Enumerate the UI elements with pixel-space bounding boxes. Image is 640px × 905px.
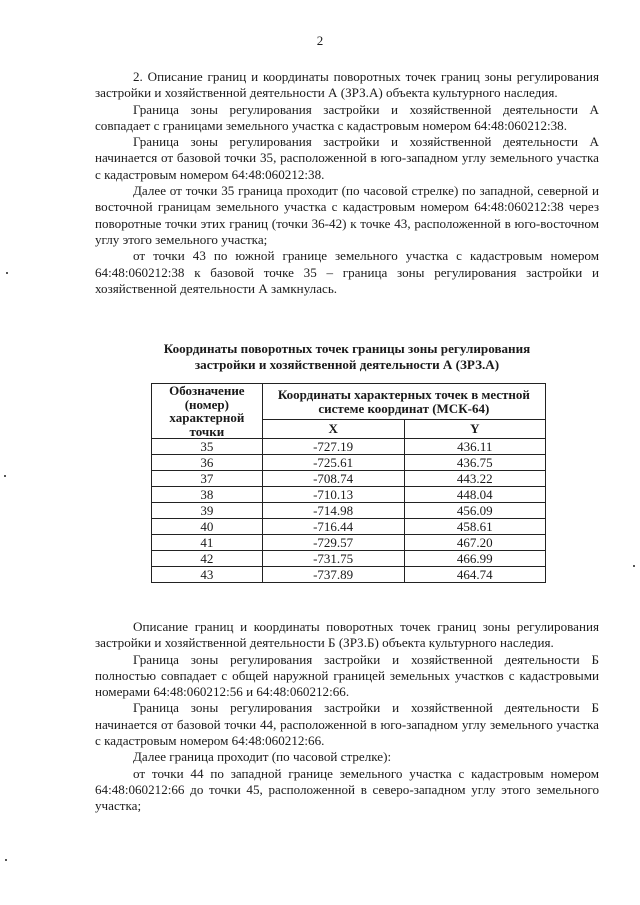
cell-y: 464.74 — [404, 567, 545, 583]
table-row — [152, 455, 546, 471]
cell-y: 436.11 — [404, 439, 545, 455]
cell-y: 466.99 — [404, 551, 545, 567]
table-row — [152, 567, 546, 583]
table-row — [152, 503, 546, 519]
paragraph: от точки 44 по западной границе земельного участка с кадастровым номером 64:48:060212:66 до точки 45, расположенной в северо-западном углу этого земельного участка; — [95, 765, 599, 814]
paragraph: Граница зоны регулирования застройки и хозяйственной деятельности Б начинается от базовой точки 44, расположенной в юго-западном углу земельного участка с кадастровым номером 64:48:060212:66. — [95, 700, 599, 749]
cell-point: 35 — [152, 439, 263, 455]
paragraph: Граница зоны регулирования застройки и хозяйственной деятельности Б полностью совпадает с общей наружной границей земельных участков с кадастровыми номерами 64:48:060212:56 и 64:48:060212:66. — [95, 651, 599, 700]
paragraph: 2. Описание границ и координаты поворотных точек границ зоны регулирования застройки и хозяйственной деятельности А (ЗРЗ.А) объекта культурного наследия. — [95, 69, 599, 101]
table-row — [152, 519, 546, 535]
cell-x: -708.74 — [262, 471, 404, 487]
table-title-line: Координаты поворотных точек границы зоны регулирования — [163, 341, 531, 356]
paragraph: от точки 43 по южной границе земельного участка с кадастровым номером 64:48:060212:38 к базовой точке 35 – граница зоны регулирования застройки и хозяйственной деятельности А замкнулась. — [95, 248, 599, 296]
section-a-text — [95, 69, 599, 297]
table-title-line: застройки и хозяйственной деятельности А (ЗРЗ.А) — [194, 356, 500, 372]
cell-y: 467.20 — [404, 535, 545, 551]
cell-x: -725.61 — [262, 455, 404, 471]
cell-point: 41 — [152, 535, 263, 551]
scan-speck — [5, 859, 7, 861]
cell-x: -729.57 — [262, 535, 404, 551]
paragraph: Описание границ и координаты поворотных точек границ зоны регулирования застройки и хозяйственной деятельности Б (ЗРЗ.Б) объекта культурного наследия. — [95, 619, 599, 651]
table-row — [152, 487, 546, 503]
cell-x: -716.44 — [262, 519, 404, 535]
header-y: Y — [404, 420, 545, 439]
cell-point: 39 — [152, 503, 263, 519]
cell-x: -731.75 — [262, 551, 404, 567]
cell-y: 443.22 — [404, 471, 545, 487]
section-b-text — [95, 619, 599, 815]
cell-point: 37 — [152, 471, 263, 487]
table-row — [152, 471, 546, 487]
cell-point: 43 — [152, 567, 263, 583]
header-coordinates: Координаты характерных точек в местной системе координат (МСК-64) — [262, 384, 545, 420]
cell-x: -710.13 — [262, 487, 404, 503]
table-title — [95, 341, 599, 372]
cell-y: 436.75 — [404, 455, 545, 471]
header-x: X — [262, 420, 404, 439]
paragraph: Далее от точки 35 граница проходит (по часовой стрелке) по западной, северной и восточной границам земельного участка с кадастровым номером 64:48:060212:38 через поворотные точки этих границ (точки 36-42) к точке 43, расположенной в юго-восточном углу этого земельного участка; — [95, 183, 599, 247]
scan-speck — [633, 565, 635, 567]
table-row — [152, 439, 546, 455]
scan-speck — [4, 475, 6, 477]
scan-speck — [6, 272, 8, 274]
cell-y: 458.61 — [404, 519, 545, 535]
page-number: 2 — [316, 33, 324, 48]
cell-y: 448.04 — [404, 487, 545, 503]
paragraph: Граница зоны регулирования застройки и хозяйственной деятельности А совпадает с границами земельного участка с кадастровым номером 64:48:060212:38. — [95, 101, 599, 133]
paragraph: Граница зоны регулирования застройки и хозяйственной деятельности А начинается от базовой точки 35, расположенной в юго-западном углу земельного участка с кадастровым номером 64:48:060212:38. — [95, 134, 599, 182]
cell-point: 36 — [152, 455, 263, 471]
table-row — [152, 551, 546, 567]
cell-point: 38 — [152, 487, 263, 503]
cell-x: -714.98 — [262, 503, 404, 519]
cell-x: -737.89 — [262, 567, 404, 583]
coordinates-table — [151, 383, 546, 583]
cell-x: -727.19 — [262, 439, 404, 455]
paragraph: Далее граница проходит (по часовой стрелке): — [133, 749, 392, 765]
cell-point: 42 — [152, 551, 263, 567]
cell-y: 456.09 — [404, 503, 545, 519]
header-designation: Обозначение (номер) характерной точки — [152, 384, 263, 439]
cell-point: 40 — [152, 519, 263, 535]
table-row — [152, 535, 546, 551]
